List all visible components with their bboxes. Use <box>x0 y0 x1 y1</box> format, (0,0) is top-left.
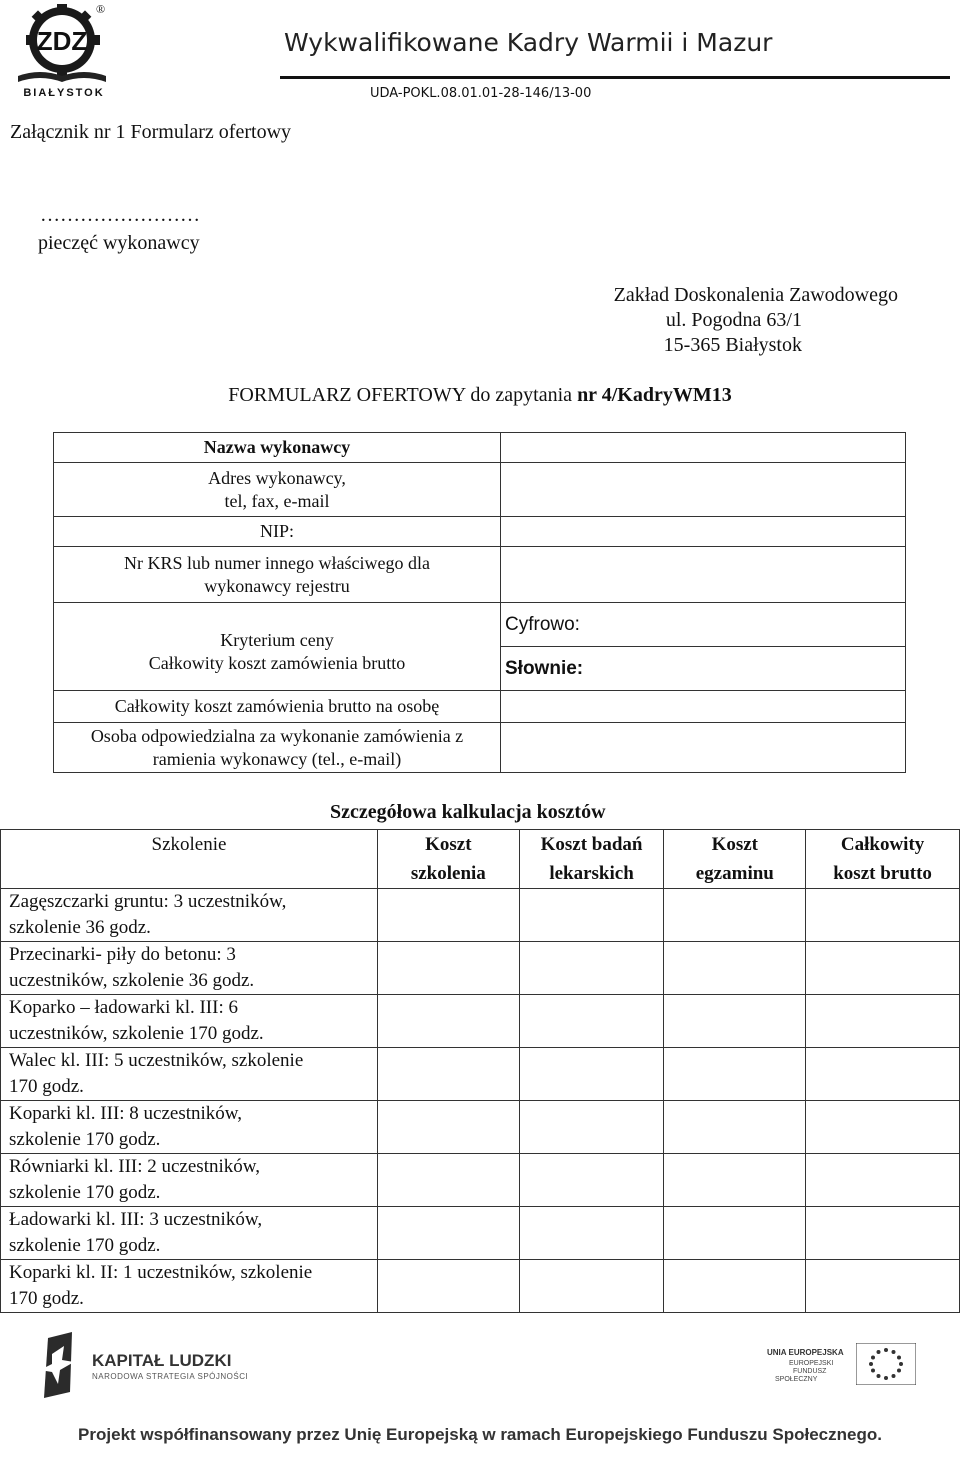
kapital-ludzki-logo <box>30 1330 90 1400</box>
per-person-label: Całkowity koszt zamówienia brutto na osobę <box>54 691 501 723</box>
header-total-line2: koszt brutto <box>833 863 932 884</box>
course-line2: 170 godz. <box>9 1288 84 1309</box>
header-training-cost-line2: szkolenia <box>410 863 486 884</box>
header-total-cost <box>806 830 960 889</box>
total-cost-cell[interactable] <box>806 995 960 1048</box>
medical-cost-cell[interactable] <box>519 1101 664 1154</box>
course-cell <box>1 995 378 1048</box>
course-line1: Przecinarki- piły do betonu: 3 <box>9 944 236 965</box>
form-title <box>0 384 960 407</box>
exam-cost-cell[interactable] <box>664 1101 806 1154</box>
eu-label: UNIA EUROPEJSKA <box>767 1348 844 1357</box>
contractor-name-label: Nazwa wykonawcy <box>54 433 501 463</box>
training-cost-cell[interactable] <box>377 942 519 995</box>
kapital-ludzki-title: KAPITAŁ LUDZKI <box>92 1351 232 1370</box>
logo-city: BIAŁYSTOK <box>23 87 105 99</box>
criterion-label-line1: Kryterium ceny <box>220 629 334 650</box>
header-exam-cost <box>664 830 806 889</box>
exam-cost-cell[interactable] <box>664 889 806 942</box>
header-training-cost-line1: Koszt <box>425 834 472 855</box>
medical-cost-cell[interactable] <box>519 1154 664 1207</box>
contractor-address-label <box>54 463 501 517</box>
course-line2: szkolenie 36 godz. <box>9 917 151 938</box>
header-total-line1: Całkowity <box>840 834 925 855</box>
eu-flag-icon <box>856 1343 916 1385</box>
words-label: Słownie: <box>505 658 584 679</box>
table-row <box>1 1207 960 1260</box>
exam-cost-cell[interactable] <box>664 1048 806 1101</box>
table-row <box>1 1101 960 1154</box>
per-person-field[interactable] <box>501 691 906 723</box>
address-label-line2: tel, fax, e-mail <box>224 490 330 511</box>
medical-cost-cell[interactable] <box>519 1260 664 1313</box>
eu-label-3: FUNDUSZ <box>793 1368 827 1375</box>
project-code: UDA-POKL.08.01.01-28-146/13-00 <box>370 86 592 101</box>
course-line2: uczestników, szkolenie 36 godz. <box>9 970 255 991</box>
form-title-ref: nr 4/KadryWM13 <box>577 384 732 406</box>
stamp-label: pieczęć wykonawcy <box>38 232 200 254</box>
kapital-ludzki-subtitle: NARODOWA STRATEGIA SPÓJNOŚCI <box>92 1372 249 1381</box>
krs-label <box>54 547 501 603</box>
contractor-name-field[interactable] <box>501 433 906 463</box>
recipient-street: ul. Pogodna 63/1 <box>665 309 802 331</box>
medical-cost-cell[interactable] <box>519 1207 664 1260</box>
medical-cost-cell[interactable] <box>519 889 664 942</box>
header-medical-line1: Koszt badań <box>540 834 643 855</box>
header-medical-line2: lekarskich <box>549 863 634 884</box>
course-cell <box>1 889 378 942</box>
form-title-prefix: FORMULARZ OFERTOWY do zapytania <box>228 384 578 406</box>
course-line1: Koparki kl. II: 1 uczestników, szkolenie <box>9 1262 313 1283</box>
header-exam-line2: egzaminu <box>695 863 774 884</box>
criterion-label-line2: Całkowity koszt zamówienia brutto <box>148 652 406 673</box>
training-cost-cell[interactable] <box>377 995 519 1048</box>
course-cell <box>1 1101 378 1154</box>
eu-label-4: SPOŁECZNY <box>775 1376 818 1383</box>
krs-label-line1: Nr KRS lub numer innego właściwego dla <box>124 552 430 573</box>
course-line1: Koparko – ładowarki kl. III: 6 <box>9 997 238 1018</box>
course-cell <box>1 942 378 995</box>
total-cost-cell[interactable] <box>806 1207 960 1260</box>
header-exam-line1: Koszt <box>711 834 759 855</box>
attachment-label: Załącznik nr 1 Formularz ofertowy <box>10 121 292 143</box>
krs-field[interactable] <box>501 547 906 603</box>
table-row <box>1 942 960 995</box>
training-cost-cell[interactable] <box>377 1048 519 1101</box>
table-row <box>1 1260 960 1313</box>
total-cost-cell[interactable] <box>806 1048 960 1101</box>
total-cost-cell[interactable] <box>806 1260 960 1313</box>
contractor-table <box>53 432 906 773</box>
training-cost-cell[interactable] <box>377 1154 519 1207</box>
course-line1: Zagęszczarki gruntu: 3 uczestników, <box>9 891 287 912</box>
eu-label-2: EUROPEJSKI <box>789 1360 834 1367</box>
medical-cost-cell[interactable] <box>519 1048 664 1101</box>
course-line1: Ładowarki kl. III: 3 uczestników, <box>9 1209 263 1230</box>
zdz-logo <box>10 4 122 100</box>
course-line2: szkolenie 170 godz. <box>9 1235 161 1256</box>
exam-cost-cell[interactable] <box>664 1207 806 1260</box>
recipient-city: 15-365 Białystok <box>663 334 802 356</box>
responsible-label-line2: ramienia wykonawcy (tel., e-mail) <box>152 748 402 769</box>
exam-cost-cell[interactable] <box>664 942 806 995</box>
table-row <box>1 1048 960 1101</box>
header-training-cost <box>377 830 519 889</box>
krs-label-line2: wykonawcy rejestru <box>204 575 350 596</box>
responsible-person-field[interactable] <box>501 723 906 773</box>
exam-cost-cell[interactable] <box>664 1260 806 1313</box>
total-cost-cell[interactable] <box>806 889 960 942</box>
nip-field[interactable] <box>501 517 906 547</box>
medical-cost-cell[interactable] <box>519 995 664 1048</box>
course-line1: Koparki kl. III: 8 uczestników, <box>9 1103 243 1124</box>
cofinancing-note: Projekt współfinansowany przez Unię Europejską w ramach Europejskiego Funduszu Społecznego. <box>78 1425 882 1444</box>
table-row <box>1 889 960 942</box>
address-label-line1: Adres wykonawcy, <box>208 467 346 488</box>
total-cost-cell[interactable] <box>806 942 960 995</box>
course-cell <box>1 1048 378 1101</box>
price-digits-field[interactable] <box>501 603 906 647</box>
project-title: Wykwalifikowane Kadry Warmii i Mazur <box>284 28 773 57</box>
training-cost-cell[interactable] <box>377 889 519 942</box>
table-row <box>1 1154 960 1207</box>
medical-cost-cell[interactable] <box>519 942 664 995</box>
course-cell <box>1 1207 378 1260</box>
training-cost-cell[interactable] <box>377 1207 519 1260</box>
course-line2: uczestników, szkolenie 170 godz. <box>9 1023 264 1044</box>
course-line1: Równiarki kl. III: 2 uczestników, <box>9 1156 260 1177</box>
table-row <box>1 995 960 1048</box>
cost-table-title: Szczegółowa kalkulacja kosztów <box>330 801 606 823</box>
responsible-label-line1: Osoba odpowiedzialna za wykonanie zamówienia z <box>90 725 464 746</box>
responsible-person-label <box>54 723 501 773</box>
recipient-name: Zakład Doskonalenia Zawodowego <box>613 284 898 306</box>
registered-mark: ® <box>96 2 106 16</box>
digits-label: Cyfrowo: <box>505 614 580 635</box>
cost-table <box>0 829 960 1313</box>
course-cell <box>1 1154 378 1207</box>
contractor-address-field[interactable] <box>501 463 906 517</box>
training-cost-cell[interactable] <box>377 1101 519 1154</box>
exam-cost-cell[interactable] <box>664 1154 806 1207</box>
logo-text: ZDZ <box>36 26 88 56</box>
header-medical-cost <box>519 830 664 889</box>
price-criterion-label <box>54 603 501 691</box>
course-line2: 170 godz. <box>9 1076 84 1097</box>
header-training: Szkolenie <box>1 830 378 889</box>
exam-cost-cell[interactable] <box>664 995 806 1048</box>
course-line2: szkolenie 170 godz. <box>9 1129 161 1150</box>
stamp-dots: …………………… <box>40 204 200 226</box>
total-cost-cell[interactable] <box>806 1101 960 1154</box>
nip-label: NIP: <box>54 517 501 547</box>
course-line1: Walec kl. III: 5 uczestników, szkolenie <box>9 1050 304 1071</box>
training-cost-cell[interactable] <box>377 1260 519 1313</box>
course-line2: szkolenie 170 godz. <box>9 1182 161 1203</box>
total-cost-cell[interactable] <box>806 1154 960 1207</box>
course-cell <box>1 1260 378 1313</box>
price-words-field[interactable] <box>501 647 906 691</box>
header-divider <box>280 76 950 79</box>
